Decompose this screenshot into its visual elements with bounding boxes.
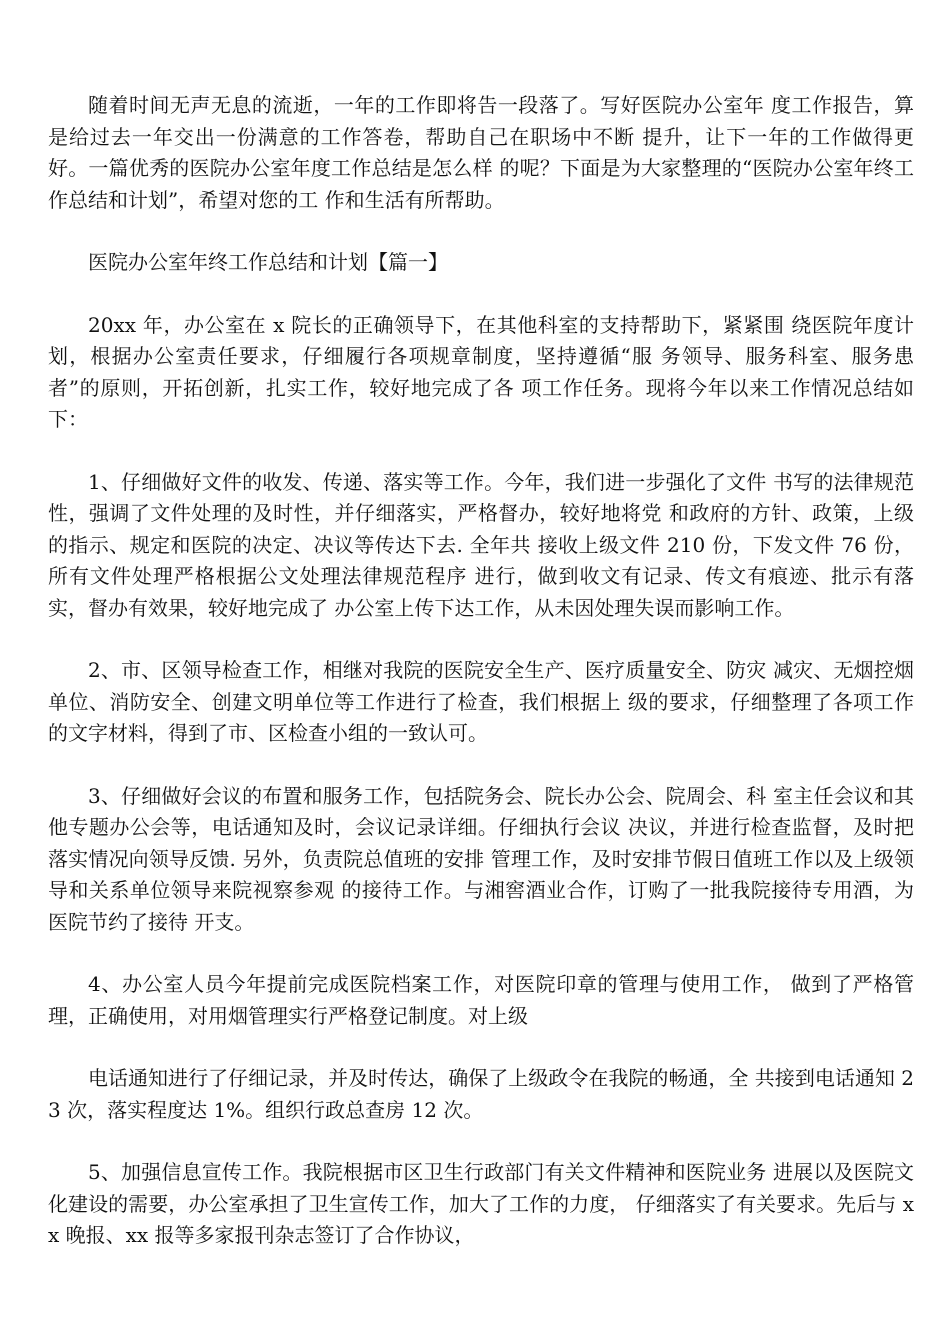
item-2-paragraph: 2、市、区领导检查工作，相继对我院的医院安全生产、医疗质量安全、防灾 减灾、无烟控烟单位、消防安全、创建文明单位等工作进行了检查，我们根据上 级的要求，仔细整理了各项工作的文字材料，得到了市、区检查小组的一致认可。 bbox=[48, 658, 914, 745]
item-4-continued-paragraph: 电话通知进行了仔细记录，并及时传达，确保了上级政令在我院的畅通，全 共接到电话通知 23 次，落实程度达 1%。组织行政总查房 12 次。 bbox=[48, 1066, 914, 1122]
item-1-paragraph: 1、仔细做好文件的收发、传递、落实等工作。今年，我们进一步强化了文件 书写的法律规范性，强调了文件处理的及时性，并仔细落实，严格督办，较好地将党 和政府的方针、政策，上级的指示、规定和医院的决定、决议等传达下去. 全年共 接收上级文件 210 份，下发文件 76 份，所有文件处理严格根据公文处理法律规范程序 进行，做到收文有记录、传文有痕迹、批示有落实，督办有效果，较好地完成了 办公室上传下达工作，从未因处理失误而影响工作。 bbox=[48, 469, 914, 620]
item-4-paragraph: 4、办公室人员今年提前完成医院档案工作，对医院印章的管理与使用工作， 做到了严格管理，正确使用，对用烟管理实行严格登记制度。对上级 bbox=[48, 972, 914, 1028]
intro-paragraph: 随着时间无声无息的流逝，一年的工作即将告一段落了。写好医院办公室年 度工作报告，算是给过去一年交出一份满意的工作答卷，帮助自己在职场中不断 提升，让下一年的工作做得更好。一篇优秀的医院办公室年度工作总结是怎么样 的呢？下面是为大家整理的“医院办公室年终工作总结和计划”，希望对您的工 作和生活有所帮助。 bbox=[48, 93, 914, 212]
summary-paragraph: 20xx 年，办公室在 x 院长的正确领导下，在其他科室的支持帮助下，紧紧围 绕医院年度计划，根据办公室责任要求，仔细履行各项规章制度，坚持遵循“服 务领导、服务科室、服务患者”的原则，开拓创新，扎实工作，较好地完成了各 项工作任务。现将今年以来工作情况总结如下： bbox=[48, 312, 914, 431]
item-5-paragraph: 5、加强信息宣传工作。我院根据市区卫生行政部门有关文件精神和医院业务 进展以及医院文化建设的需要，办公室承担了卫生宣传工作，加大了工作的力度， 仔细落实了有关要求。先后与 xx 晚报、xx 报等多家报刊杂志签订了合作协议， bbox=[48, 1160, 914, 1247]
section-heading: 医院办公室年终工作总结和计划【篇一】 bbox=[88, 250, 448, 274]
item-3-paragraph: 3、仔细做好会议的布置和服务工作，包括院务会、院长办公会、院周会、科 室主任会议和其他专题办公会等，电话通知及时，会议记录详细。仔细执行会议 决议，并进行检查监督，及时把落实情况向领导反馈. 另外，负责院总值班的安排 管理工作，及时安排节假日值班工作以及上级领导和关系单位领导来院视察参观 的接待工作。与湘窖酒业合作，订购了一批我院接待专用酒，为医院节约了接待 开支。 bbox=[48, 783, 914, 934]
